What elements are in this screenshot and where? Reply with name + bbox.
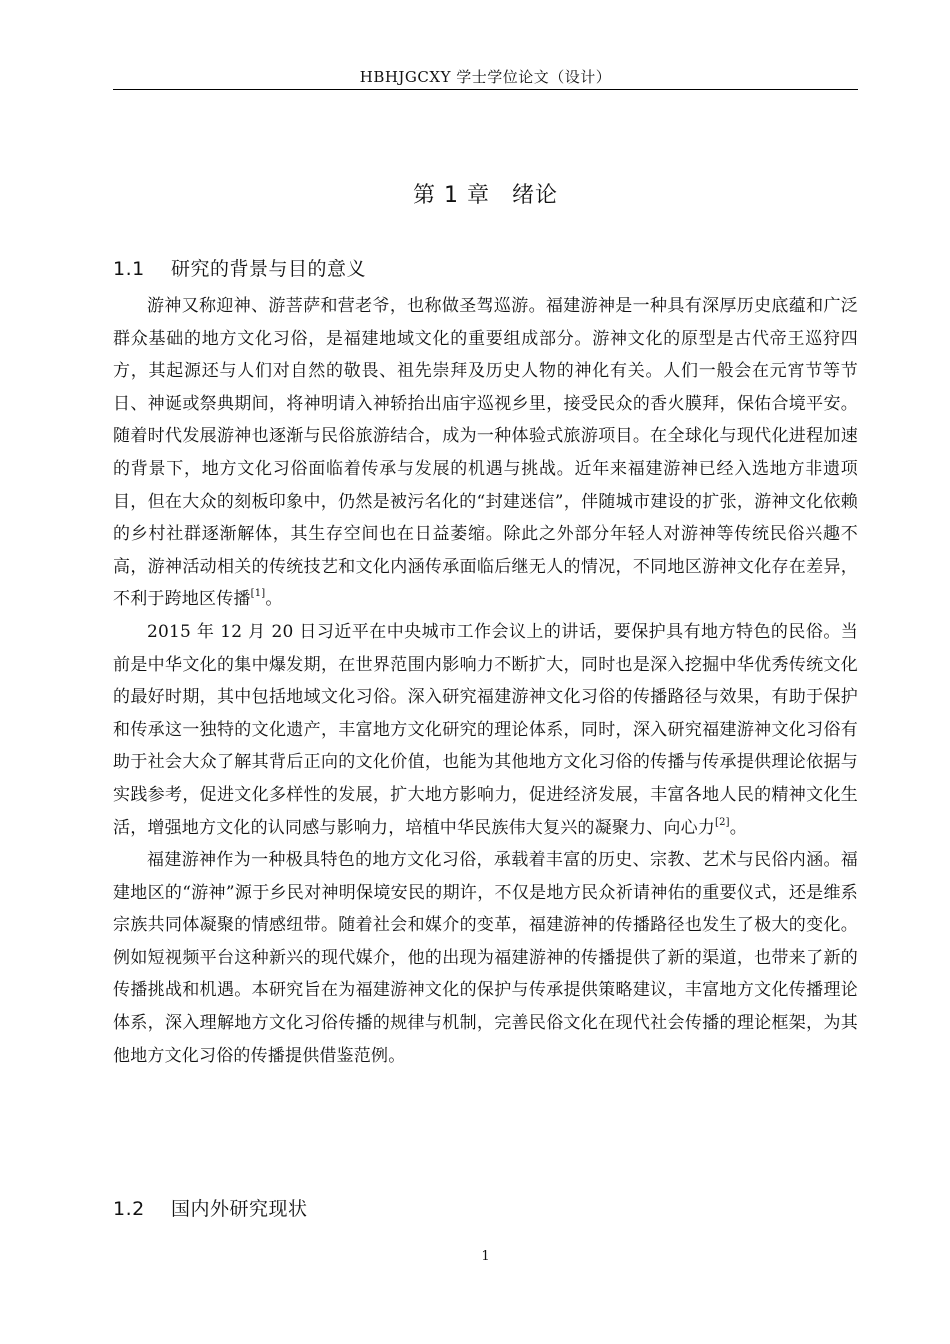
paragraph-tail: 。: [265, 589, 283, 610]
chapter-title: [113, 178, 858, 209]
page-number: 1: [481, 1249, 490, 1264]
section-number: 1.2: [113, 1198, 145, 1220]
section-heading-1-2: [113, 1194, 308, 1221]
section-title: 研究的背景与目的意义: [171, 258, 367, 280]
header-rule: [113, 89, 858, 90]
paragraph-text: 福建游神作为一种极具特色的地方文化习俗，承载着丰富的历史、宗教、艺术与民俗内涵。福建地区的“游神”源于乡民对神明保境安民的期许，不仅是地方民众祈请神佑的重要仪式，还是维系宗族共同体凝聚的情感纽带。随着社会和媒介的变革，福建游神的传播路径也发生了极大的变化。例如短视频平台这种新兴的现代媒介，他的出现为福建游神的传播提供了新的渠道，也带来了新的传播挑战和机遇。本研究旨在为福建游神文化的保护与传承提供策略建议，丰富地方文化传播理论体系，深入理解地方文化习俗传播的规律与机制，完善民俗文化在现代社会传播的理论框架，为其他地方文化习俗的传播提供借鉴范例。: [113, 850, 858, 1066]
citation-ref: [2]: [715, 816, 730, 828]
body-text: [113, 290, 858, 1072]
chapter-name: 绪论: [511, 183, 558, 208]
paragraph-tail: 。: [729, 817, 747, 838]
running-header: HBHJGCXY 学士学位论文（设计）: [359, 68, 612, 86]
paragraph-text: 2015 年 12 月 20 日习近平在中央城市工作会议上的讲话，要保护具有地方特色的民俗。当前是中华文化的集中爆发期，在世界范围内影响力不断扩大，同时也是深入挖掘中华优秀传统文化的最好时期，其中包括地域文化习俗。深入研究福建游神文化习俗的传播路径与效果，有助于保护和传承这一独特的文化遗产，丰富地方文化研究的理论体系，同时，深入研究福建游神文化习俗有助于社会大众了解其背后正向的文化价值，也能为其他地方文化习俗的传播与传承提供理论依据与实践参考，促进文化多样性的发展，扩大地方影响力，促进经济发展，丰富各地人民的精神文化生活，增强地方文化的认同感与影响力，培植中华民族伟大复兴的凝聚力、向心力: [113, 621, 858, 838]
chapter-number: 第 1 章: [413, 183, 490, 208]
section-heading-1-1: [113, 254, 366, 281]
section-number: 1.1: [113, 258, 145, 280]
paragraph-2: [113, 616, 858, 844]
section-title: 国内外研究现状: [171, 1198, 308, 1220]
paragraph-3: [113, 844, 858, 1072]
citation-ref: [1]: [250, 588, 266, 600]
paragraph-text: 游神又称迎神、游菩萨和营老爷，也称做圣驾巡游。福建游神是一种具有深厚历史底蕴和广泛群众基础的地方文化习俗，是福建地域文化的重要组成部分。游神文化的原型是古代帝王巡狩四方，其起源还与人们对自然的敬畏、祖先崇拜及历史人物的神化有关。人们一般会在元宵节等节日、神诞或祭典期间，将神明请入神轿抬出庙宇巡视乡里，接受民众的香火膜拜，保佑合境平安。随着时代发展游神也逐渐与民俗旅游结合，成为一种体验式旅游项目。在全球化与现代化进程加速的背景下，地方文化习俗面临着传承与发展的机遇与挑战。近年来福建游神已经入选地方非遗项目，但在大众的刻板印象中，仍然是被污名化的“封建迷信”，伴随城市建设的扩张，游神文化依赖的乡村社群逐渐解体，其生存空间也在日益萎缩。除此之外部分年轻人对游神等传统民俗兴趣不高，游神活动相关的传统技艺和文化内涵传承面临后继无人的情况，不同地区游神文化存在差异，不利于跨地区传播: [113, 296, 858, 610]
paragraph-1: [113, 290, 858, 616]
